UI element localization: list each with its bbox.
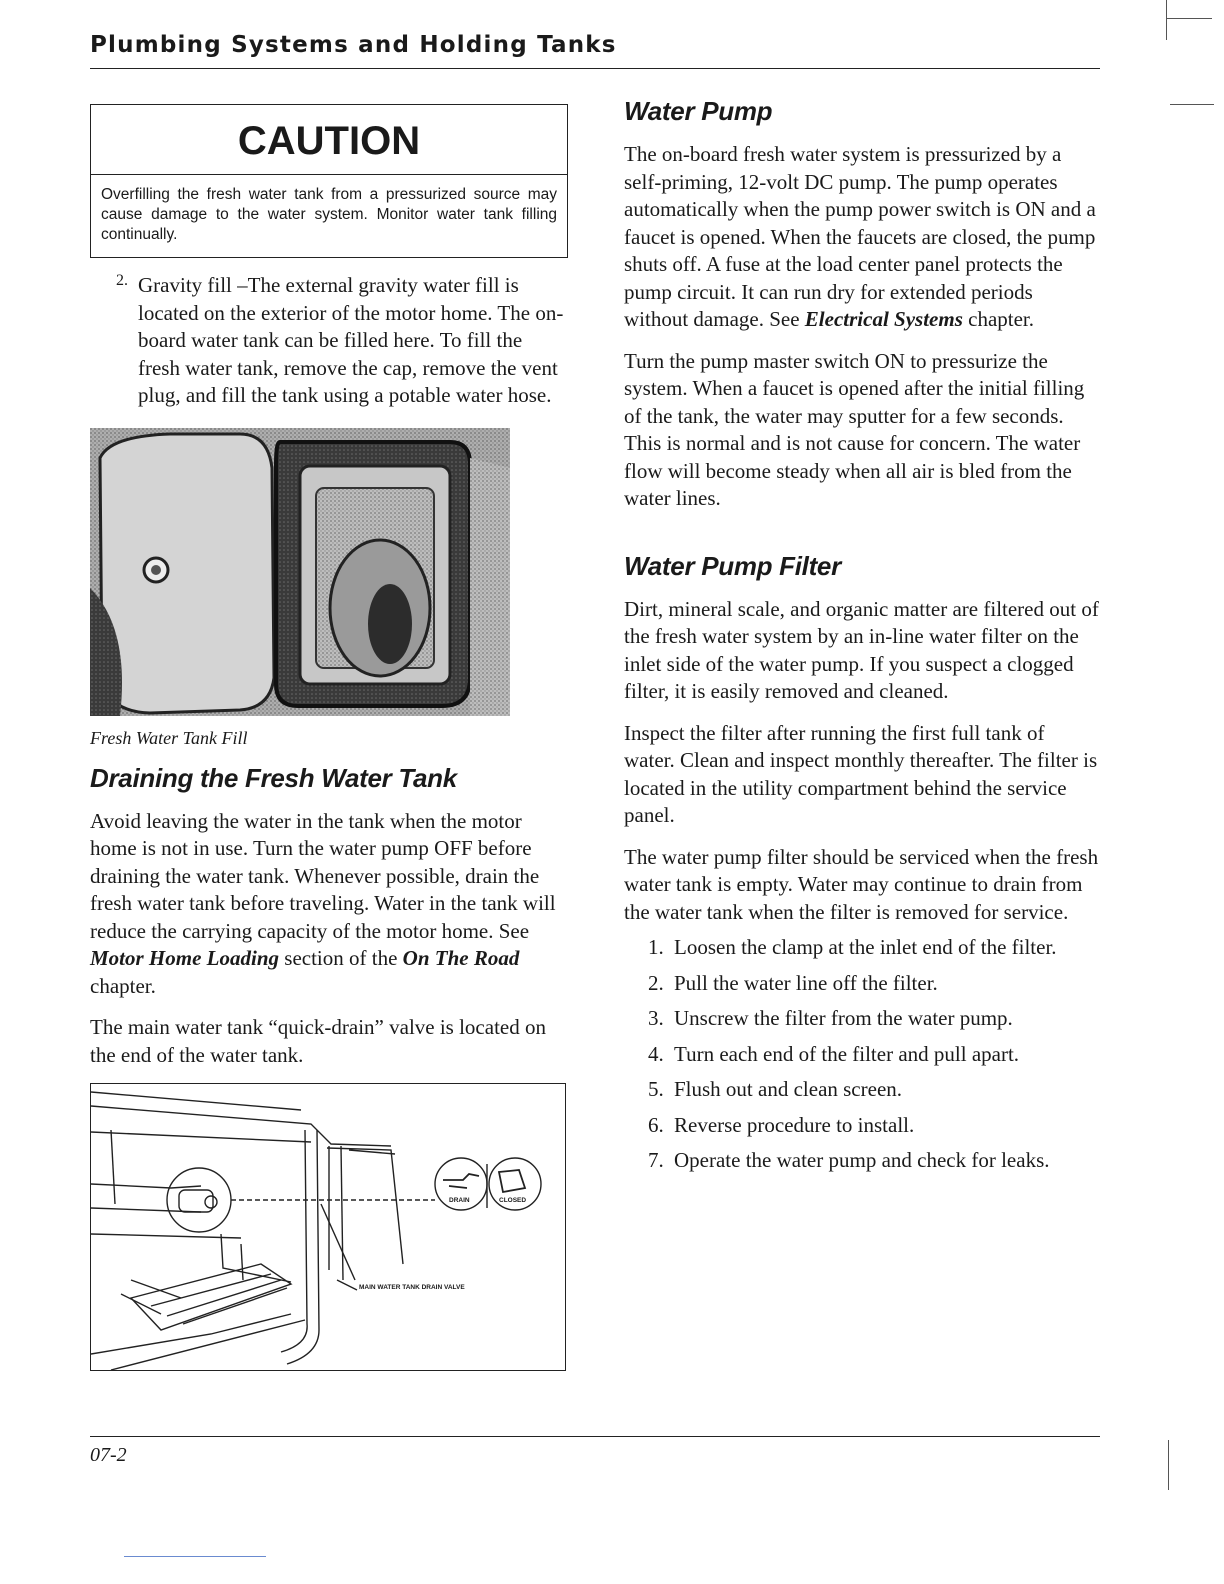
filter-steps-list bbox=[624, 934, 1100, 1175]
step-number: 6. bbox=[648, 1112, 664, 1137]
reference-electrical-systems: Electrical Systems bbox=[804, 307, 963, 331]
drain-position-label: DRAIN bbox=[449, 1197, 470, 1204]
page-number: 07-2 bbox=[90, 1444, 127, 1466]
scan-edge-mark bbox=[1166, 0, 1167, 40]
filter-paragraph-1: Dirt, mineral scale, and organic matter are filtered out of the fresh water system by an in-line water filter on the inlet side of the water pump. If you suspect a clogged filter, it is easily removed and cleaned. bbox=[624, 596, 1099, 703]
list-item bbox=[648, 1112, 1100, 1140]
step-number: 4. bbox=[648, 1041, 664, 1066]
scan-edge-mark bbox=[1170, 104, 1214, 105]
scan-artifact-line bbox=[124, 1556, 266, 1557]
section-heading-water-pump: Water Pump bbox=[624, 96, 773, 126]
text-run: chapter. bbox=[90, 973, 156, 998]
list-item bbox=[648, 1005, 1100, 1033]
drain-valve-illustration bbox=[91, 1084, 565, 1370]
step-number: 2. bbox=[116, 272, 128, 289]
text-run: chapter. bbox=[962, 307, 1035, 331]
caution-title: CAUTION bbox=[91, 105, 567, 175]
scan-edge-mark bbox=[1166, 18, 1212, 19]
step-text: Reverse procedure to install. bbox=[674, 1112, 915, 1137]
pump-paragraph-2: Turn the pump master switch ON to pressurize the system. When a faucet is opened after the initial filling of the tank, the water may sputter for a few seconds. This is normal and is not cause for concern. The water flow will become steady when all air is bled from the water lines. bbox=[624, 348, 1085, 510]
list-item bbox=[648, 970, 1100, 998]
page-header bbox=[90, 30, 1100, 69]
reference-motor-home-loading: Motor Home Loading bbox=[90, 946, 280, 970]
text-run: The on-board fresh water system is pressurized by a self-priming, 12-volt DC pump. The pump operates automatically when the pump power switch is ON and a faucet is opened. When the faucets are closed, the pump shuts off. A fuse at the load center panel protects the pump circuit. It can run dry for extended periods without damage. See bbox=[624, 142, 1096, 331]
list-item bbox=[648, 934, 1100, 962]
filter-paragraph-2: Inspect the filter after running the first full tank of water. Clean and inspect monthly thereafter. The filter is located in the utility compartment behind the service panel. bbox=[624, 720, 1098, 827]
caution-text: Overfilling the fresh water tank from a pressurized source may cause damage to the water system. Monitor water tank filling continually. bbox=[101, 186, 557, 243]
section-heading-draining: Draining the Fresh Water Tank bbox=[90, 762, 457, 793]
caution-box bbox=[90, 104, 568, 258]
step-number: 7. bbox=[648, 1148, 664, 1172]
step-number: 1. bbox=[648, 935, 664, 959]
text-run: section of the bbox=[279, 946, 403, 970]
step-text: Flush out and clean screen. bbox=[674, 1077, 903, 1101]
list-item bbox=[648, 1147, 1100, 1175]
step-number: 3. bbox=[648, 1006, 664, 1030]
closed-position-label: CLOSED bbox=[499, 1197, 527, 1204]
fresh-water-fill-photo bbox=[90, 428, 510, 716]
list-item bbox=[648, 1076, 1100, 1104]
drain-valve-diagram bbox=[90, 1083, 566, 1371]
list-item bbox=[648, 1041, 1100, 1069]
step-text: Loosen the clamp at the inlet end of the filter. bbox=[674, 935, 1057, 959]
filter-paragraph-3: The water pump filter should be serviced when the fresh water tank is empty. Water may continue to drain from the water tank when the filter is removed for service. bbox=[624, 844, 1099, 924]
page-title: Plumbing Systems and Holding Tanks bbox=[90, 32, 617, 58]
footer-rule bbox=[90, 1436, 1100, 1437]
step-text: Pull the water line off the filter. bbox=[674, 970, 938, 995]
step-text: Operate the water pump and check for leaks. bbox=[674, 1148, 1050, 1172]
section-heading-water-pump-filter: Water Pump Filter bbox=[624, 550, 841, 581]
right-column bbox=[624, 96, 1100, 1175]
photo-caption: Fresh Water Tank Fill bbox=[90, 727, 248, 748]
fill-photo-image bbox=[90, 428, 510, 716]
valve-callout-label: MAIN WATER TANK DRAIN VALVE bbox=[359, 1284, 465, 1291]
left-column bbox=[90, 104, 568, 1371]
drain-paragraph-1 bbox=[90, 808, 568, 1001]
reference-on-the-road: On The Road bbox=[402, 946, 520, 970]
drain-paragraph-2: The main water tank “quick-drain” valve is located on the end of the water tank. bbox=[90, 1015, 546, 1067]
scan-edge-mark bbox=[1168, 1440, 1169, 1490]
step-number: 5. bbox=[648, 1077, 664, 1101]
step-text: Gravity fill –The external gravity water fill is located on the exterior of the motor home. The on-board water tank can be filled here. To fill the fresh water tank, remove the cap, remove the vent plug, and fill the tank using a potable water hose. bbox=[138, 273, 564, 407]
step-text: Unscrew the filter from the water pump. bbox=[674, 1006, 1013, 1030]
text-run: Avoid leaving the water in the tank when the motor home is not in use. Turn the water pump OFF before draining the water tank. Whenever possible, drain the fresh water tank before traveling. Water in the tank will reduce the carrying capacity of the motor home. See bbox=[90, 808, 556, 943]
pump-paragraph-1 bbox=[624, 141, 1100, 334]
list-item bbox=[90, 272, 568, 410]
step-number: 2. bbox=[648, 970, 664, 995]
step-text: Turn each end of the filter and pull apart. bbox=[674, 1041, 1020, 1066]
